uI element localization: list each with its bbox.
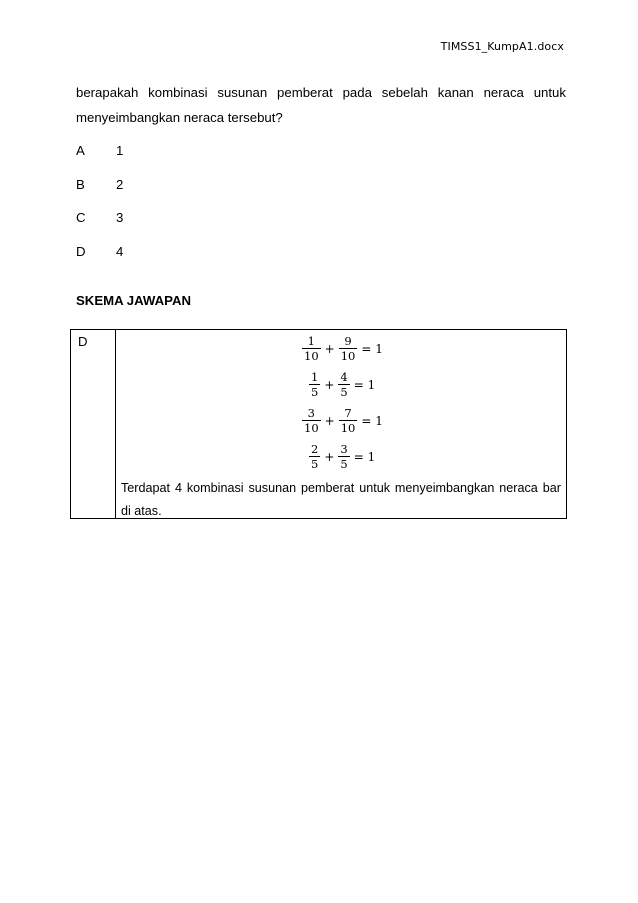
equation-1	[302, 334, 387, 363]
answer-scheme-heading: SKEMA JAWAPAN	[76, 293, 192, 308]
question-word: berapakah	[76, 85, 139, 100]
explanation-line-1	[121, 477, 561, 500]
option-value: 2	[116, 176, 124, 192]
option-c	[76, 201, 123, 235]
option-value: 4	[116, 243, 124, 259]
fraction	[302, 334, 321, 363]
answer-explanation	[121, 477, 561, 523]
explanation-word: Terdapat	[121, 481, 171, 495]
denominator: 5	[340, 385, 348, 399]
explanation-word: pemberat	[301, 481, 355, 495]
numerator: 2	[311, 442, 319, 456]
fraction	[338, 370, 349, 399]
numerator: 9	[344, 334, 352, 348]
fraction	[302, 406, 321, 435]
fraction	[339, 334, 358, 363]
equals-one: = 1	[353, 449, 376, 464]
numerator: 4	[340, 370, 348, 384]
plus-sign: +	[324, 377, 335, 392]
denominator: 10	[340, 421, 356, 435]
option-letter: C	[76, 210, 86, 226]
question-word: sebelah	[381, 85, 428, 100]
explanation-line-2: di atas.	[121, 504, 162, 518]
answer-table	[70, 329, 567, 519]
explanation-word: untuk	[359, 481, 390, 495]
question-word: pada	[342, 85, 372, 100]
question-line-2: menyeimbangkan neraca tersebut?	[76, 110, 283, 125]
option-letter: A	[76, 143, 85, 159]
equals-one: = 1	[361, 341, 383, 356]
numerator: 3	[307, 406, 315, 420]
option-value: 3	[116, 210, 124, 226]
question-word: pemberat	[277, 85, 333, 100]
equals-one: = 1	[353, 377, 376, 392]
option-letter: B	[76, 176, 85, 192]
question-word: untuk	[533, 85, 566, 100]
explanation-word: menyeimbangkan	[394, 481, 495, 495]
question-word: susunan	[217, 85, 268, 100]
explanation-word: susunan	[248, 481, 297, 495]
denominator: 10	[340, 349, 356, 363]
answer-options	[76, 134, 123, 268]
answer-letter: D	[78, 334, 88, 349]
numerator: 1	[311, 370, 319, 384]
equation-4	[309, 442, 379, 471]
question-text	[76, 80, 566, 130]
fraction	[339, 406, 358, 435]
option-value: 1	[116, 143, 124, 159]
fraction	[309, 442, 320, 471]
numerator: 1	[307, 334, 315, 348]
table-column-divider	[115, 330, 116, 518]
equation-2	[309, 370, 379, 399]
option-letter: D	[76, 243, 86, 259]
equation-3	[302, 406, 387, 435]
document-filename: TIMSS1_KumpA1.docx	[440, 40, 564, 53]
equals-one: = 1	[361, 413, 383, 428]
explanation-word: 4	[174, 481, 182, 495]
question-word: neraca	[483, 85, 524, 100]
numerator: 7	[344, 406, 352, 420]
plus-sign: +	[324, 449, 335, 464]
option-b	[76, 168, 123, 202]
plus-sign: +	[324, 341, 335, 356]
fraction	[338, 442, 349, 471]
question-word: kombinasi	[148, 85, 208, 100]
denominator: 5	[311, 385, 319, 399]
explanation-word: bar	[542, 481, 561, 495]
denominator: 10	[304, 421, 319, 435]
question-line-1	[76, 80, 566, 105]
option-d	[76, 235, 123, 269]
denominator: 10	[304, 349, 319, 363]
numerator: 3	[340, 442, 348, 456]
explanation-word: kombinasi	[186, 481, 244, 495]
plus-sign: +	[324, 413, 335, 428]
denominator: 5	[340, 457, 348, 471]
question-word: kanan	[437, 85, 474, 100]
fraction	[309, 370, 320, 399]
denominator: 5	[311, 457, 319, 471]
option-a	[76, 134, 123, 168]
explanation-word: neraca	[499, 481, 538, 495]
